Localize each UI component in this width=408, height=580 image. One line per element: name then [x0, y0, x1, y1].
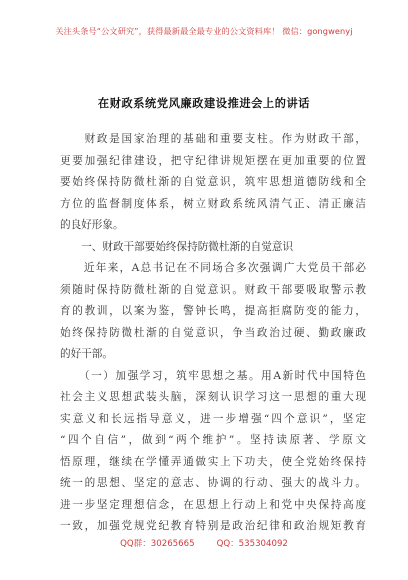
body-line: 社会主义思想武装头脑，深刻认识学习这一思想的重大现 — [60, 391, 366, 403]
body-line: “四个自信”，做到“两个维护”。坚持读原著、学原文 — [60, 434, 366, 446]
body-line: 的好干部。 — [60, 348, 113, 360]
body-line: （一）加强学习，筑牢思想之基。用A新时代中国特色 — [60, 369, 366, 382]
body-line: 实意义和长远指导意义，进一步增强“四个意识”，坚定 — [60, 412, 366, 425]
footer-qq: QQ：535304092 — [216, 539, 288, 549]
body-line: 进一步坚定理想信念，在思想上行动上和党中央保持高度 — [60, 498, 366, 511]
footer-qq-group: QQ群：30265665 — [120, 539, 195, 549]
body-line: 更要加强纪律建设，把守纪律讲规矩摆在更加重要的位置 — [60, 154, 366, 167]
section-heading: 一、财政干部要始终保持防微杜渐的自觉意识 — [60, 240, 294, 253]
header-banner: 关注头条号“公文研究”，获得最新最全最专业的公文资料库！ 微信：gongwenyj — [55, 26, 353, 36]
body-line: 要始终保持防微杜渐的自觉意识，筑牢思想道德防线和全 — [60, 176, 366, 188]
document-body — [60, 129, 366, 538]
body-line: 财政是国家治理的基础和重要支柱。作为财政干部， — [60, 133, 366, 145]
body-line: 悟原理，继续在学懂弄通做实上下功夫，使全党始终保持 — [60, 455, 366, 468]
body-line: 统一的思想、坚定的意志、协调的行动、强大的战斗力。 — [60, 477, 366, 489]
body-line: 育的教训，以案为鉴，警钟长鸣，提高拒腐防变的能力， — [60, 305, 366, 317]
body-line: 须随时保持防微杜渐的自觉意识。财政干部要吸取警示教 — [60, 283, 366, 296]
body-line: 始终保持防微杜渐的自觉意识，争当政治过硬、勤政廉政 — [60, 326, 366, 339]
body-line: 近年来，A总书记在不同场合多次强调广大党员干部必 — [60, 262, 366, 274]
body-line: 方位的监督制度体系，树立财政系统风清气正、清正廉洁 — [60, 197, 366, 210]
body-line: 一致，加强党规党纪教育特别是政治纪律和政治规矩教育 — [60, 520, 366, 532]
footer-contacts — [0, 537, 408, 549]
document-title: 在财政系统党风廉政建设推进会上的讲话 — [97, 96, 311, 110]
body-line: 的良好形象。 — [60, 219, 124, 231]
